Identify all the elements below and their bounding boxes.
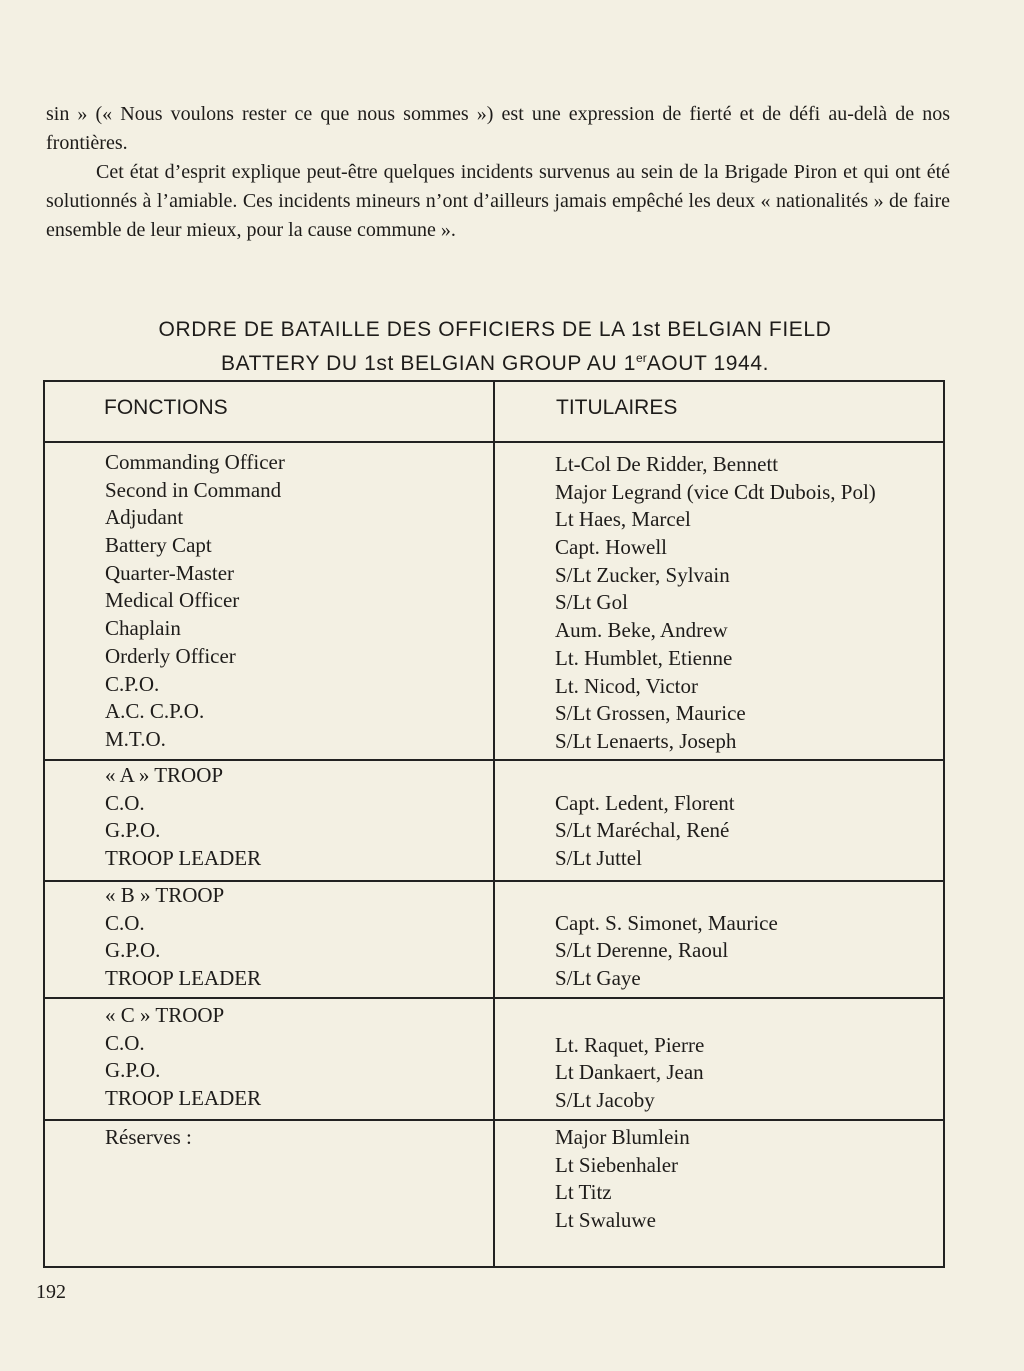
function-cell: C.O.	[105, 1030, 145, 1055]
intro-text	[46, 100, 950, 245]
table-title	[40, 316, 950, 378]
function-cell: « A » TROOP	[105, 763, 224, 787]
title-line-2-sup: er	[636, 351, 647, 365]
section-divider-1	[43, 759, 945, 761]
holder-cell: Capt. Ledent, Florent	[555, 790, 735, 815]
holder-cell	[555, 1004, 704, 1032]
holder-cell: S/Lt Jacoby	[555, 1088, 655, 1113]
holder-cell: S/Lt Grossen, Maurice	[555, 701, 746, 726]
function-cell: C.P.O.	[105, 671, 160, 696]
section-1-holders	[555, 451, 876, 756]
function-cell: Orderly Officer	[105, 643, 236, 668]
holder-cell: S/Lt Derenne, Raoul	[555, 938, 729, 963]
holder-cell: Major Legrand (vice Cdt Dubois, Pol)	[555, 479, 876, 504]
table-title-line-2	[40, 344, 950, 378]
function-cell: C.O.	[105, 790, 145, 815]
header-titulaires: TITULAIRES	[556, 396, 678, 419]
holder-cell: S/Lt Maréchal, René	[555, 818, 730, 843]
function-cell: Quarter-Master	[105, 560, 235, 585]
section-3-holders	[555, 882, 778, 993]
title-line-2-suffix: AOUT 1944.	[646, 352, 770, 375]
section-3-functions	[105, 882, 261, 993]
holder-cell: Lt. Nicod, Victor	[555, 673, 698, 698]
header-divider	[43, 441, 945, 443]
section-2-holders	[555, 762, 735, 873]
holder-cell: Lt Siebenhaler	[555, 1152, 679, 1177]
section-4-functions	[105, 1002, 261, 1113]
holder-cell: S/Lt Gol	[555, 590, 628, 615]
holder-cell: S/Lt Gaye	[555, 966, 641, 991]
page-number: 192	[36, 1281, 66, 1303]
holder-cell: Lt. Humblet, Etienne	[555, 645, 733, 670]
function-cell: C.O.	[105, 910, 145, 935]
function-cell: Commanding Officer	[105, 450, 285, 474]
intro-paragraph-2: Cet état d’esprit explique peut-être quelques incidents survenus au sein de la Brigade Piron et qui ont été solutionnés à l’amiable. Ces incidents mineurs n’ont d’ailleurs jamais empêché les deux « nationalités » de faire ensemble de leur mieux, pour la cause commune ».	[46, 161, 950, 241]
section-5-functions	[105, 1124, 192, 1152]
function-cell: « B » TROOP	[105, 883, 225, 907]
header-fonctions: FONCTIONS	[104, 396, 228, 419]
function-cell: Réserves :	[105, 1125, 192, 1149]
table-title-line-1: ORDRE DE BATAILLE DES OFFICIERS DE LA 1st BELGIAN FIELD	[158, 318, 832, 341]
function-cell: M.T.O.	[105, 726, 166, 751]
function-cell: Battery Capt	[105, 533, 212, 558]
function-cell: « C » TROOP	[105, 1003, 225, 1027]
title-line-2-prefix: BATTERY DU 1st BELGIAN GROUP AU 1	[220, 352, 637, 375]
function-cell: G.P.O.	[105, 818, 161, 843]
function-cell: TROOP LEADER	[105, 966, 262, 991]
holder-cell: Aum. Beke, Andrew	[555, 618, 728, 643]
holder-cell: S/Lt Lenaerts, Joseph	[555, 728, 737, 753]
holder-cell: Major Blumlein	[555, 1125, 690, 1149]
function-cell: TROOP LEADER	[105, 846, 262, 871]
function-cell: TROOP LEADER	[105, 1086, 262, 1111]
holder-cell: Capt. Howell	[555, 535, 667, 560]
section-1-functions	[105, 449, 285, 754]
section-divider-4	[43, 1119, 945, 1121]
holder-cell: Lt Swaluwe	[555, 1208, 656, 1233]
section-divider-3	[43, 997, 945, 999]
holder-cell: Lt. Raquet, Pierre	[555, 1032, 705, 1057]
function-cell: Chaplain	[105, 616, 181, 641]
holder-cell: S/Lt Zucker, Sylvain	[555, 562, 730, 587]
holder-cell	[555, 762, 735, 790]
function-cell: Second in Command	[105, 477, 282, 502]
holder-cell: Lt Haes, Marcel	[555, 507, 691, 532]
holder-cell: Capt. S. Simonet, Maurice	[555, 910, 778, 935]
intro-paragraph-1: sin » (« Nous voulons rester ce que nous sommes ») est une expression de fierté et de défi au-delà de nos frontières.	[46, 103, 950, 154]
function-cell: A.C. C.P.O.	[105, 699, 205, 724]
holder-cell	[555, 882, 778, 910]
section-4-holders	[555, 1004, 704, 1115]
function-cell: G.P.O.	[105, 1058, 161, 1083]
section-2-functions	[105, 762, 261, 873]
section-5-holders	[555, 1124, 690, 1235]
holder-cell: Lt Titz	[555, 1180, 612, 1205]
function-cell: G.P.O.	[105, 938, 161, 963]
function-cell: Medical Officer	[105, 588, 240, 613]
column-divider	[493, 380, 495, 1268]
function-cell: Adjudant	[105, 505, 184, 530]
holder-cell: Lt-Col De Ridder, Bennett	[555, 452, 779, 476]
holder-cell: S/Lt Juttel	[555, 846, 642, 871]
holder-cell: Lt Dankaert, Jean	[555, 1060, 704, 1085]
